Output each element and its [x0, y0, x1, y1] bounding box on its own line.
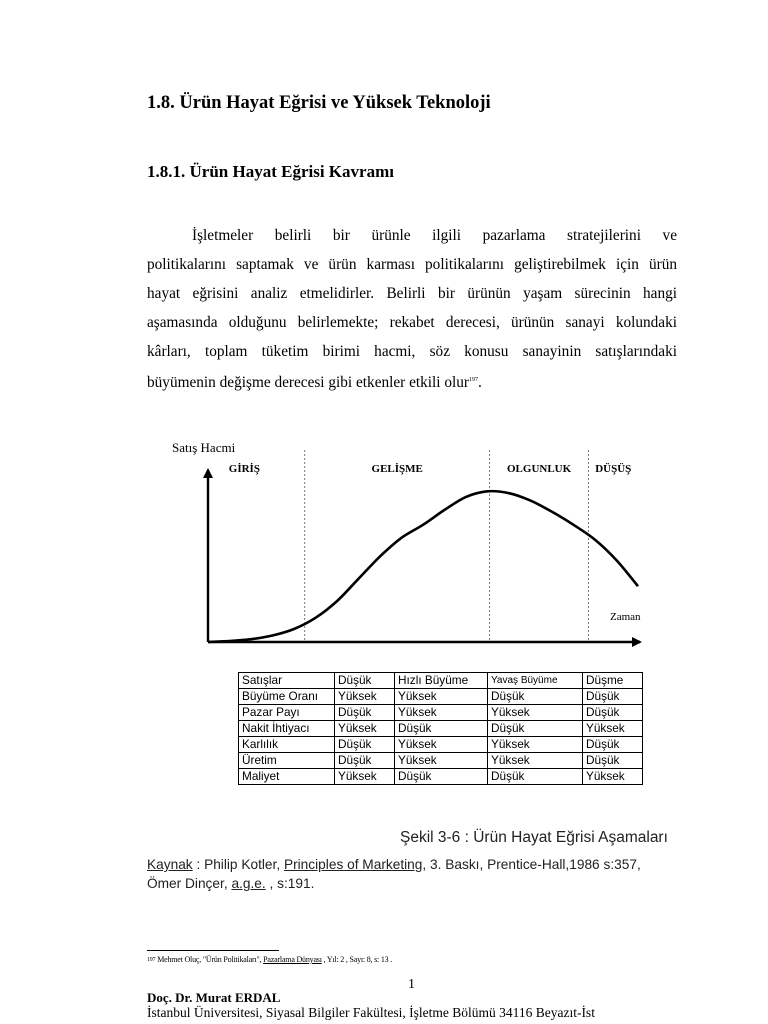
table-cell: Yüksek [335, 689, 395, 705]
row-header-cell: Karlılık [239, 737, 335, 753]
row-header-cell: Nakit İhtiyacı [239, 721, 335, 737]
row-header-cell: Pazar Payı [239, 705, 335, 721]
table-cell: Düşme [583, 673, 643, 689]
paragraph-line: aşamasında olduğunu belirlemekte; rekabet derecesi, ürünün sanayi kolundaki [147, 314, 677, 331]
row-header-cell: Maliyet [239, 769, 335, 785]
table-row [239, 721, 643, 737]
row-header-cell: Satışlar [239, 673, 335, 689]
table-cell: Düşük [488, 689, 583, 705]
table-cell: Düşük [583, 737, 643, 753]
paragraph-end: . [478, 374, 482, 391]
paragraph-line: hayat eğrisini analiz etmelidirler. Belirli bir ürünün yaşam sürecinin hangi [147, 285, 677, 302]
paragraph-last-line [147, 366, 677, 395]
figure-caption: Şekil 3-6 : Ürün Hayat Eğrisi Aşamaları [400, 829, 668, 846]
table-cell: Düşük [583, 689, 643, 705]
footnote-reference: 197 [469, 377, 478, 383]
table-cell: Yavaş Büyüme [488, 673, 583, 689]
age-abbreviation: a.g.e. [231, 876, 266, 891]
source-citation [147, 855, 677, 893]
table-cell: Yüksek [583, 721, 643, 737]
table-cell: Hızlı Büyüme [395, 673, 488, 689]
author-affiliation: İstanbul Üniversitesi, Siyasal Bilgiler Fakültesi, İşletme Bölümü 34116 Beyazıt-İst [147, 1005, 595, 1020]
table-cell: Yüksek [395, 705, 488, 721]
chart-svg [160, 436, 650, 656]
paragraph-line: kârları, toplam tüketim birimi hacmi, söz konusu sanayinin satışlarındaki [147, 343, 677, 360]
footnote [147, 955, 392, 964]
table-cell: Düşük [335, 705, 395, 721]
table-cell: Düşük [583, 705, 643, 721]
subsection-heading: 1.8.1. Ürün Hayat Eğrisi Kavramı [147, 162, 394, 181]
body-paragraph [147, 221, 677, 395]
book-title: Principles of Marketing [283, 857, 423, 872]
footnote-divider [147, 950, 279, 951]
footnote-number: 197 [147, 957, 156, 963]
table-cell: Yüksek [488, 705, 583, 721]
table-row [239, 753, 643, 769]
author-name: Doç. Dr. Murat ERDAL [147, 990, 281, 1005]
table-cell: Düşük [488, 721, 583, 737]
source-text: , s:191. [265, 876, 315, 891]
stage-label: GİRİŞ [228, 463, 260, 475]
table-cell: Düşük [335, 737, 395, 753]
product-life-cycle-chart [160, 436, 650, 656]
table-row [239, 689, 643, 705]
section-heading: 1.8. Ürün Hayat Eğrisi ve Yüksek Teknoloji [147, 93, 491, 113]
table-cell: Yüksek [583, 769, 643, 785]
y-axis-label: Satış Hacmi [172, 440, 236, 455]
table-cell: Düşük [488, 769, 583, 785]
x-axis-label: Zaman [610, 611, 641, 623]
stage-label: OLGUNLUK [507, 463, 572, 475]
table-cell: Yüksek [395, 689, 488, 705]
paragraph-line: büyümenin değişme derecesi gibi etkenler etkili olur [147, 374, 469, 391]
row-header-cell: Büyüme Oranı [239, 689, 335, 705]
table-row [239, 673, 643, 689]
table-cell: Yüksek [395, 753, 488, 769]
source-label: Kaynak [147, 857, 193, 872]
paragraph-line: İşletmeler belirli bir ürünle ilgili pazarlama stratejilerini ve [192, 227, 677, 244]
footnote-journal: Pazarlama Dünyası [263, 955, 322, 964]
stage-label: GELİŞME [371, 463, 423, 475]
table-cell: Yüksek [395, 737, 488, 753]
footnote-text: , Yıl: 2 , Sayı: 8, s: 13 . [321, 955, 393, 964]
stage-label: DÜŞÜŞ [595, 463, 632, 475]
table-cell: Yüksek [488, 753, 583, 769]
table-cell: Yüksek [335, 769, 395, 785]
footnote-text: Mehmet Oluç, "Ürün Politikaları", [155, 955, 264, 964]
table-cell: Düşük [395, 721, 488, 737]
table-cell: Düşük [395, 769, 488, 785]
table-cell: Yüksek [335, 721, 395, 737]
figure-caption-wrap [0, 829, 695, 847]
paragraph-line: politikalarını saptamak ve ürün karması politikalarını geliştirebilmek için ürün [147, 256, 677, 273]
table-row [239, 705, 643, 721]
row-header-cell: Üretim [239, 753, 335, 769]
stage-characteristics-table [238, 672, 643, 785]
table-cell: Düşük [335, 753, 395, 769]
page-number: 1 [408, 977, 415, 992]
table-cell: Yüksek [488, 737, 583, 753]
table-row [239, 737, 643, 753]
source-text: , 3. Baskı, Prentice-Hall,1986 s:357, Ömer Dinçer, [147, 857, 641, 891]
series-line [208, 491, 638, 642]
table-row [239, 769, 643, 785]
table-cell: Düşük [335, 673, 395, 689]
table-cell: Düşük [583, 753, 643, 769]
source-text: : Philip Kotler, [192, 857, 284, 872]
